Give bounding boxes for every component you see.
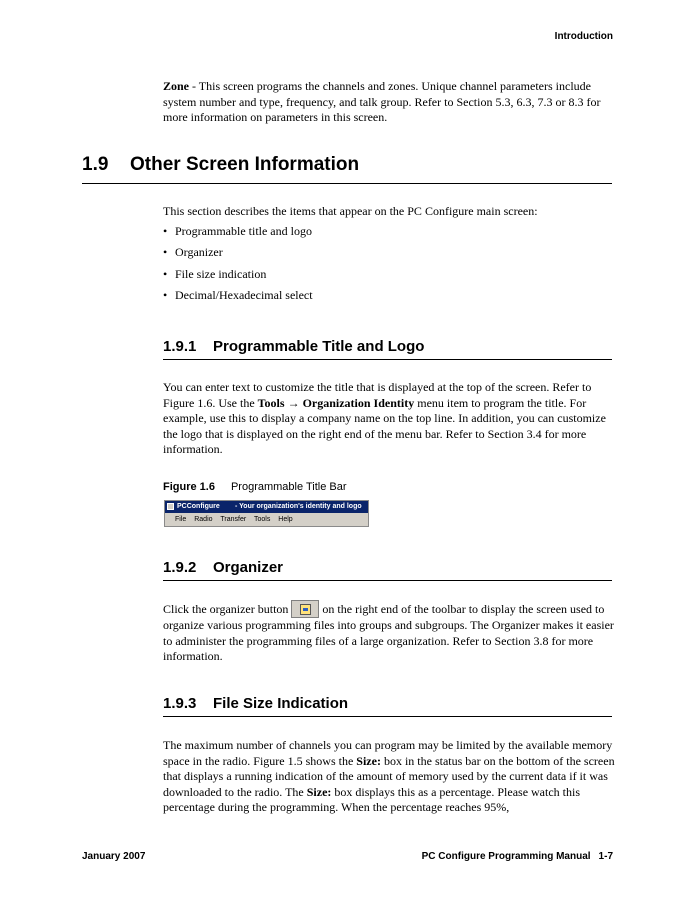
menu-item-transfer: Transfer	[220, 516, 247, 523]
arrow-glyph: →	[284, 395, 303, 410]
subsection-title: Organizer	[213, 559, 284, 576]
tools-term: Tools	[257, 395, 285, 410]
subsection-heading-1-9-1	[163, 337, 612, 360]
size-term: Size:	[306, 784, 332, 799]
subsection-heading-1-9-2	[163, 558, 612, 581]
subsection-number: 1.9.2	[163, 559, 197, 576]
subsection-heading-1-9-3	[163, 694, 612, 717]
section-intro: This section describes the items that appear on the PC Configure main screen:	[163, 204, 538, 218]
subsection-title: Programmable Title and Logo	[213, 338, 425, 355]
zone-paragraph	[163, 79, 615, 126]
title-logo-paragraph: You can enter text to customize the title that is displayed at the top of the screen. Refer to Figure 1.6. Use the Tools → Organization Identity menu item to program the title. For example, use this to display a company name on the top line. In addition, you can customize the logo that is displayed on the right end of the menu bar. Refer to Section 3.4 for more information.	[163, 380, 606, 456]
subsection-number: 1.9.3	[163, 695, 197, 712]
organizer-paragraph: Click the organizer button on the right end of the toolbar to display the screen used to organize various programming files into groups and subgroups. The Organizer makes it easier to administer the programming files of a large organization. Refer to Section 3.8 for more information.	[163, 602, 614, 663]
size-term: Size:	[356, 753, 381, 768]
list-item: • Programmable title and logo	[163, 224, 312, 238]
file-size-paragraph: The maximum number of channels you can program may be limited by the available memory space in the radio. Figure 1.5 shows the Size: box in the status bar on the bottom of the screen that displays a running indication of the amount of memory used by the current data if it was downloaded to the radio. The Size: box displays this as a percentage. Please watch this percentage during the programming. When the percentage reaches 95%,	[163, 738, 615, 814]
footer-date: January 2007	[82, 851, 146, 862]
list-item: • File size indication	[163, 266, 267, 281]
section-heading-1-9	[82, 152, 612, 184]
figure-caption	[163, 481, 347, 493]
title-tagline: - Your organization's identity and logo	[235, 503, 362, 510]
subsection-number: 1.9.1	[163, 338, 197, 355]
menu-item-radio: Radio	[194, 516, 213, 523]
zone-term: Zone	[163, 79, 190, 93]
menu-item-help: Help	[278, 516, 293, 523]
section-number: 1.9	[82, 154, 109, 175]
app-name: PCConfigure	[177, 503, 220, 510]
window-title-bar	[165, 501, 368, 513]
zone-text: - This screen programs the channels and zones. Unique channel parameters include system number and type, frequency, and talk group. Refer to Section 5.3, 6.3, 7.3 or 8.3 for more information on parameters in this screen.	[163, 79, 601, 124]
subsection-title: File Size Indication	[213, 695, 349, 712]
footer-manual-title: PC Configure Programming Manual	[421, 851, 591, 862]
page-number: 1-7	[598, 851, 613, 862]
programmable-title-bar-figure	[164, 500, 369, 527]
list-item: • Organizer	[163, 245, 223, 260]
bullet-list	[163, 224, 603, 309]
figure-label: Figure 1.6	[163, 481, 215, 493]
menu-item-file: File	[175, 516, 187, 523]
app-icon	[167, 503, 174, 510]
organization-identity-term: Organization Identity	[302, 395, 415, 410]
list-item: • Decimal/Hexadecimal select	[163, 287, 313, 302]
organizer-button-icon	[291, 600, 319, 618]
menu-item-tools: Tools	[254, 516, 271, 523]
menu-bar	[165, 513, 368, 526]
section-title: Other Screen Information	[130, 154, 360, 175]
running-header: Introduction	[554, 31, 613, 42]
footer-manual	[422, 851, 613, 862]
figure-title: Programmable Title Bar	[230, 481, 347, 493]
